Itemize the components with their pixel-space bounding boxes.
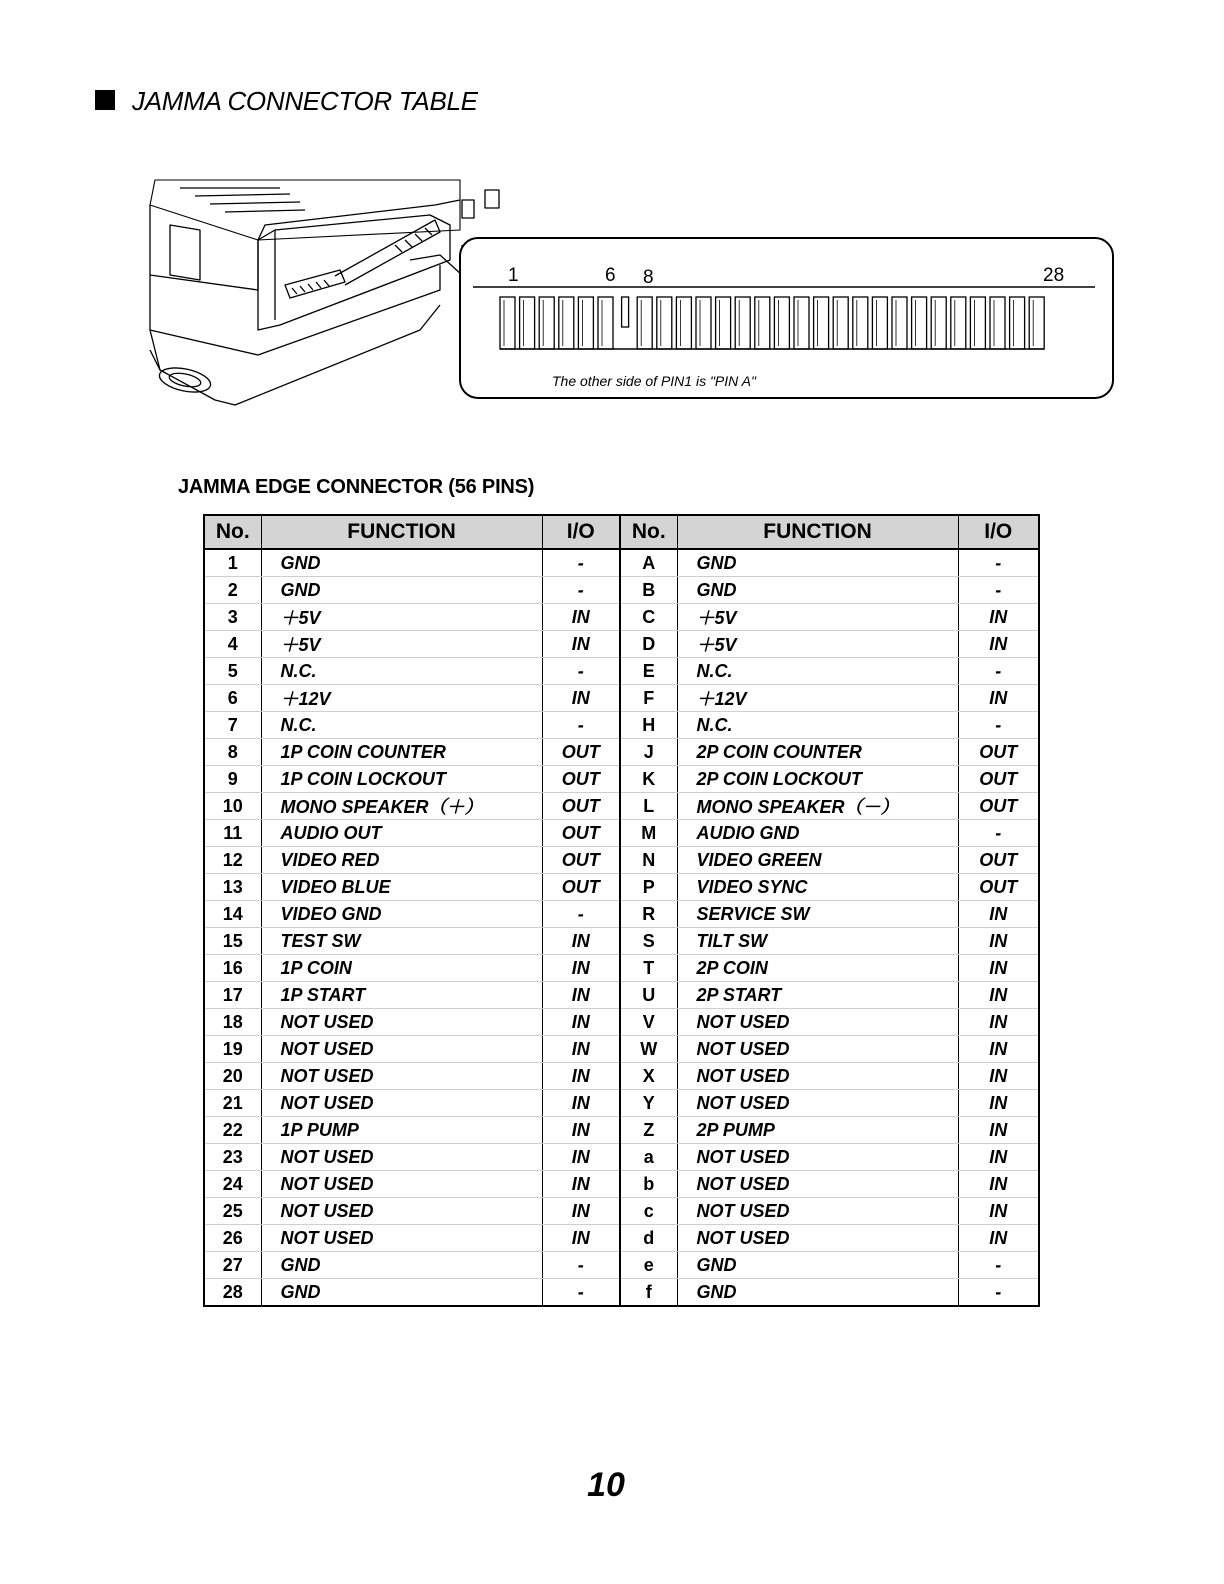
- pin-io: IN: [542, 982, 620, 1009]
- pin-number-b: U: [620, 982, 677, 1009]
- pin-io-b: IN: [958, 1198, 1039, 1225]
- pin-function-b: GND: [677, 577, 958, 604]
- pin-number: 15: [204, 928, 261, 955]
- pin-number: 17: [204, 982, 261, 1009]
- pin-function: NOT USED: [261, 1225, 542, 1252]
- table-header-row: [204, 515, 1039, 549]
- pin-io-b: IN: [958, 1063, 1039, 1090]
- table-row: [204, 847, 1039, 874]
- pin-io-b: IN: [958, 631, 1039, 658]
- pin-function: NOT USED: [261, 1036, 542, 1063]
- edge-pin-1: [500, 297, 515, 349]
- pin-function: NOT USED: [261, 1144, 542, 1171]
- pin-io: -: [542, 1252, 620, 1279]
- header-no: No.: [204, 515, 261, 549]
- table-row: [204, 955, 1039, 982]
- pin-function-b: NOT USED: [677, 1144, 958, 1171]
- pin-number-b: e: [620, 1252, 677, 1279]
- pin-function-b: ＋12V: [677, 685, 958, 712]
- table-row: [204, 793, 1039, 820]
- table-row: [204, 1225, 1039, 1252]
- pin-number: 14: [204, 901, 261, 928]
- pin-number: 9: [204, 766, 261, 793]
- table-row: [204, 685, 1039, 712]
- table-row: [204, 658, 1039, 685]
- pin-number: 4: [204, 631, 261, 658]
- pin-function-b: MONO SPEAKER（－）: [677, 793, 958, 820]
- pin-function-b: 2P START: [677, 982, 958, 1009]
- pin-function: MONO SPEAKER（＋）: [261, 793, 542, 820]
- pin-number: 1: [204, 549, 261, 577]
- edge-pin-19: [853, 297, 868, 349]
- edge-pin-2: [520, 297, 535, 349]
- pin-io: IN: [542, 1009, 620, 1036]
- pin-io: OUT: [542, 847, 620, 874]
- pin-number-b: J: [620, 739, 677, 766]
- pin-io-b: -: [958, 1279, 1039, 1307]
- pin-number-b: d: [620, 1225, 677, 1252]
- pin-io: IN: [542, 1117, 620, 1144]
- pin-function-b: TILT SW: [677, 928, 958, 955]
- edge-pin-11: [696, 297, 711, 349]
- pin-io: -: [542, 549, 620, 577]
- pin-io: IN: [542, 1063, 620, 1090]
- edge-pin-16: [794, 297, 809, 349]
- pin-function: VIDEO RED: [261, 847, 542, 874]
- pin-number: 13: [204, 874, 261, 901]
- pin-function: GND: [261, 1252, 542, 1279]
- pin-io: IN: [542, 604, 620, 631]
- pin-io-b: OUT: [958, 874, 1039, 901]
- pin-function-b: 2P PUMP: [677, 1117, 958, 1144]
- pin-io: OUT: [542, 793, 620, 820]
- pin-function-b: N.C.: [677, 658, 958, 685]
- pin-number: 16: [204, 955, 261, 982]
- pcb-connector-illustration: [140, 170, 1120, 420]
- table-row: [204, 820, 1039, 847]
- pin-io-b: IN: [958, 1144, 1039, 1171]
- pin-function: 1P COIN LOCKOUT: [261, 766, 542, 793]
- pin-function-b: AUDIO GND: [677, 820, 958, 847]
- pin-number: 28: [204, 1279, 261, 1307]
- pin-function: 1P PUMP: [261, 1117, 542, 1144]
- pin-number-b: a: [620, 1144, 677, 1171]
- pin-number-b: b: [620, 1171, 677, 1198]
- pin-function-b: SERVICE SW: [677, 901, 958, 928]
- table-row: [204, 631, 1039, 658]
- pin-number: 10: [204, 793, 261, 820]
- pin-number: 20: [204, 1063, 261, 1090]
- pin-number-b: Y: [620, 1090, 677, 1117]
- pin-io: IN: [542, 1171, 620, 1198]
- pin-number-b: X: [620, 1063, 677, 1090]
- edge-pin-10: [676, 297, 691, 349]
- pin-function-b: NOT USED: [677, 1171, 958, 1198]
- pin-number-b: f: [620, 1279, 677, 1307]
- table-title: JAMMA EDGE CONNECTOR (56 PINS): [178, 476, 535, 498]
- pin-function: GND: [261, 1279, 542, 1307]
- pin-label-6: 6: [605, 265, 616, 286]
- pin-io-b: IN: [958, 1036, 1039, 1063]
- pin-number: 5: [204, 658, 261, 685]
- pin-function-b: 2P COIN: [677, 955, 958, 982]
- pin-function-b: GND: [677, 1252, 958, 1279]
- pin-number-b: T: [620, 955, 677, 982]
- pin-io-b: -: [958, 820, 1039, 847]
- pin-io-b: -: [958, 658, 1039, 685]
- header-io: I/O: [542, 515, 620, 549]
- pin-number: 26: [204, 1225, 261, 1252]
- table-row: [204, 1279, 1039, 1307]
- pin-function-b: NOT USED: [677, 1198, 958, 1225]
- table-row: [204, 549, 1039, 577]
- table-row: [204, 1144, 1039, 1171]
- pin-number: 22: [204, 1117, 261, 1144]
- pin-io-b: IN: [958, 955, 1039, 982]
- pin-function: NOT USED: [261, 1198, 542, 1225]
- pin-function: N.C.: [261, 712, 542, 739]
- table-row: [204, 901, 1039, 928]
- edge-pin-4: [559, 297, 574, 349]
- edge-pin-15: [774, 297, 789, 349]
- pin-number: 24: [204, 1171, 261, 1198]
- pin-number-b: N: [620, 847, 677, 874]
- pin-io: -: [542, 658, 620, 685]
- pin-number-b: c: [620, 1198, 677, 1225]
- pin-number: 25: [204, 1198, 261, 1225]
- pin-io: IN: [542, 1036, 620, 1063]
- page-number: 10: [587, 1466, 625, 1504]
- pin-io: OUT: [542, 820, 620, 847]
- header-io-2: I/O: [958, 515, 1039, 549]
- table-row: [204, 928, 1039, 955]
- edge-pin-25: [970, 297, 985, 349]
- pin-number-b: V: [620, 1009, 677, 1036]
- table-row: [204, 1198, 1039, 1225]
- edge-pin-28: [1029, 297, 1044, 349]
- pin-io: -: [542, 1279, 620, 1307]
- pin-number-b: L: [620, 793, 677, 820]
- pin-io-b: IN: [958, 1090, 1039, 1117]
- pin-io: OUT: [542, 874, 620, 901]
- pin-number: 2: [204, 577, 261, 604]
- pin-function-b: VIDEO SYNC: [677, 874, 958, 901]
- edge-pin-14: [755, 297, 770, 349]
- pin-io: IN: [542, 955, 620, 982]
- pin-function-b: NOT USED: [677, 1063, 958, 1090]
- pin-io-b: IN: [958, 1009, 1039, 1036]
- pin-number: 27: [204, 1252, 261, 1279]
- pin-function: TEST SW: [261, 928, 542, 955]
- pin-function: GND: [261, 549, 542, 577]
- pin-function: NOT USED: [261, 1171, 542, 1198]
- pin-io-b: IN: [958, 1171, 1039, 1198]
- pin-number-b: D: [620, 631, 677, 658]
- pin-function: VIDEO GND: [261, 901, 542, 928]
- pin-function: ＋5V: [261, 604, 542, 631]
- pin-number: 6: [204, 685, 261, 712]
- pin-io-b: OUT: [958, 793, 1039, 820]
- edge-pin-22: [912, 297, 927, 349]
- edge-pin-20: [872, 297, 887, 349]
- pin-io: -: [542, 577, 620, 604]
- pin-function-b: 2P COIN COUNTER: [677, 739, 958, 766]
- figure-caption: The other side of PIN1 is "PIN A": [552, 373, 756, 389]
- pin-number-b: B: [620, 577, 677, 604]
- pin-io: IN: [542, 1144, 620, 1171]
- table-row: [204, 1009, 1039, 1036]
- pin-function-b: NOT USED: [677, 1225, 958, 1252]
- pin-label-28: 28: [1043, 265, 1065, 286]
- pin-function-b: NOT USED: [677, 1036, 958, 1063]
- edge-pin-24: [951, 297, 966, 349]
- edge-pin-3: [539, 297, 554, 349]
- pin-function: 1P START: [261, 982, 542, 1009]
- edge-pin-26: [990, 297, 1005, 349]
- jamma-pin-table: [203, 514, 1040, 1307]
- edge-pin-17: [814, 297, 829, 349]
- pin-io: IN: [542, 1225, 620, 1252]
- pin-io: IN: [542, 685, 620, 712]
- edge-pin-27: [1010, 297, 1025, 349]
- pin-number: 21: [204, 1090, 261, 1117]
- pin-number-b: C: [620, 604, 677, 631]
- pin-number-b: P: [620, 874, 677, 901]
- pin-number-b: M: [620, 820, 677, 847]
- edge-pin-8: [637, 297, 652, 349]
- connector-figure: [140, 170, 1120, 420]
- edge-pin-6: [598, 297, 613, 349]
- pin-io-b: -: [958, 577, 1039, 604]
- pin-function: 1P COIN: [261, 955, 542, 982]
- edge-pin-21: [892, 297, 907, 349]
- pin-io-b: OUT: [958, 739, 1039, 766]
- pin-number-b: W: [620, 1036, 677, 1063]
- pin-number-b: S: [620, 928, 677, 955]
- table-row: [204, 712, 1039, 739]
- table-row: [204, 604, 1039, 631]
- table-row: [204, 1117, 1039, 1144]
- table-row: [204, 1063, 1039, 1090]
- pin-number: 19: [204, 1036, 261, 1063]
- table-row: [204, 874, 1039, 901]
- table-row: [204, 1171, 1039, 1198]
- pin-function-b: NOT USED: [677, 1090, 958, 1117]
- pin-io: OUT: [542, 766, 620, 793]
- pin-io-b: OUT: [958, 847, 1039, 874]
- pin-number: 8: [204, 739, 261, 766]
- pin-io: IN: [542, 1198, 620, 1225]
- pin-io-b: -: [958, 1252, 1039, 1279]
- pin-number: 7: [204, 712, 261, 739]
- section-bullet-square: [95, 90, 115, 110]
- edge-pin-13: [735, 297, 750, 349]
- pin-function: AUDIO OUT: [261, 820, 542, 847]
- pin-number: 12: [204, 847, 261, 874]
- pin-io-b: IN: [958, 901, 1039, 928]
- pin-function-b: NOT USED: [677, 1009, 958, 1036]
- edge-pin-12: [716, 297, 731, 349]
- pin-io-b: IN: [958, 1225, 1039, 1252]
- pin-label-1: 1: [508, 265, 519, 286]
- pin-number-b: F: [620, 685, 677, 712]
- pin-io: OUT: [542, 739, 620, 766]
- pin-number-b: E: [620, 658, 677, 685]
- edge-pin-23: [931, 297, 946, 349]
- pin-function-b: ＋5V: [677, 604, 958, 631]
- header-function-2: FUNCTION: [677, 515, 958, 549]
- pin-number: 23: [204, 1144, 261, 1171]
- pin-io: -: [542, 901, 620, 928]
- pin-label-8: 8: [643, 267, 654, 288]
- pin-function-b: ＋5V: [677, 631, 958, 658]
- pin-function: NOT USED: [261, 1009, 542, 1036]
- table-row: [204, 739, 1039, 766]
- pin-io-b: IN: [958, 604, 1039, 631]
- pin-function: 1P COIN COUNTER: [261, 739, 542, 766]
- pin-function-b: GND: [677, 549, 958, 577]
- section-title: JAMMA CONNECTOR TABLE: [132, 86, 478, 116]
- table-row: [204, 766, 1039, 793]
- pin-number-b: H: [620, 712, 677, 739]
- pin-function: NOT USED: [261, 1063, 542, 1090]
- pin-io-b: -: [958, 712, 1039, 739]
- pin-io: -: [542, 712, 620, 739]
- pin-number: 18: [204, 1009, 261, 1036]
- edge-pin-5: [578, 297, 593, 349]
- pin-function: NOT USED: [261, 1090, 542, 1117]
- pin-number-b: R: [620, 901, 677, 928]
- header-function: FUNCTION: [261, 515, 542, 549]
- pin-function: ＋5V: [261, 631, 542, 658]
- pin-io-b: IN: [958, 685, 1039, 712]
- pin-function: GND: [261, 577, 542, 604]
- pin-number-b: Z: [620, 1117, 677, 1144]
- table-row: [204, 577, 1039, 604]
- pin-io: IN: [542, 631, 620, 658]
- pin-number: 11: [204, 820, 261, 847]
- pin-number-b: A: [620, 549, 677, 577]
- pin-function-b: GND: [677, 1279, 958, 1307]
- pin-io-b: IN: [958, 1117, 1039, 1144]
- header-no-2: No.: [620, 515, 677, 549]
- edge-pin-18: [833, 297, 848, 349]
- pin-io-b: IN: [958, 928, 1039, 955]
- pin-number-b: K: [620, 766, 677, 793]
- table-row: [204, 1252, 1039, 1279]
- pin-number: 3: [204, 604, 261, 631]
- table-row: [204, 982, 1039, 1009]
- table-row: [204, 1036, 1039, 1063]
- table-row: [204, 1090, 1039, 1117]
- pin-function: VIDEO BLUE: [261, 874, 542, 901]
- pin-io-b: IN: [958, 982, 1039, 1009]
- pin-io: IN: [542, 1090, 620, 1117]
- pin-function-b: 2P COIN LOCKOUT: [677, 766, 958, 793]
- pin-function-b: N.C.: [677, 712, 958, 739]
- pin-io: IN: [542, 928, 620, 955]
- pin-io-b: OUT: [958, 766, 1039, 793]
- pin-function: ＋12V: [261, 685, 542, 712]
- pin-function-b: VIDEO GREEN: [677, 847, 958, 874]
- edge-pin-9: [657, 297, 672, 349]
- pin-io-b: -: [958, 549, 1039, 577]
- pin-function: N.C.: [261, 658, 542, 685]
